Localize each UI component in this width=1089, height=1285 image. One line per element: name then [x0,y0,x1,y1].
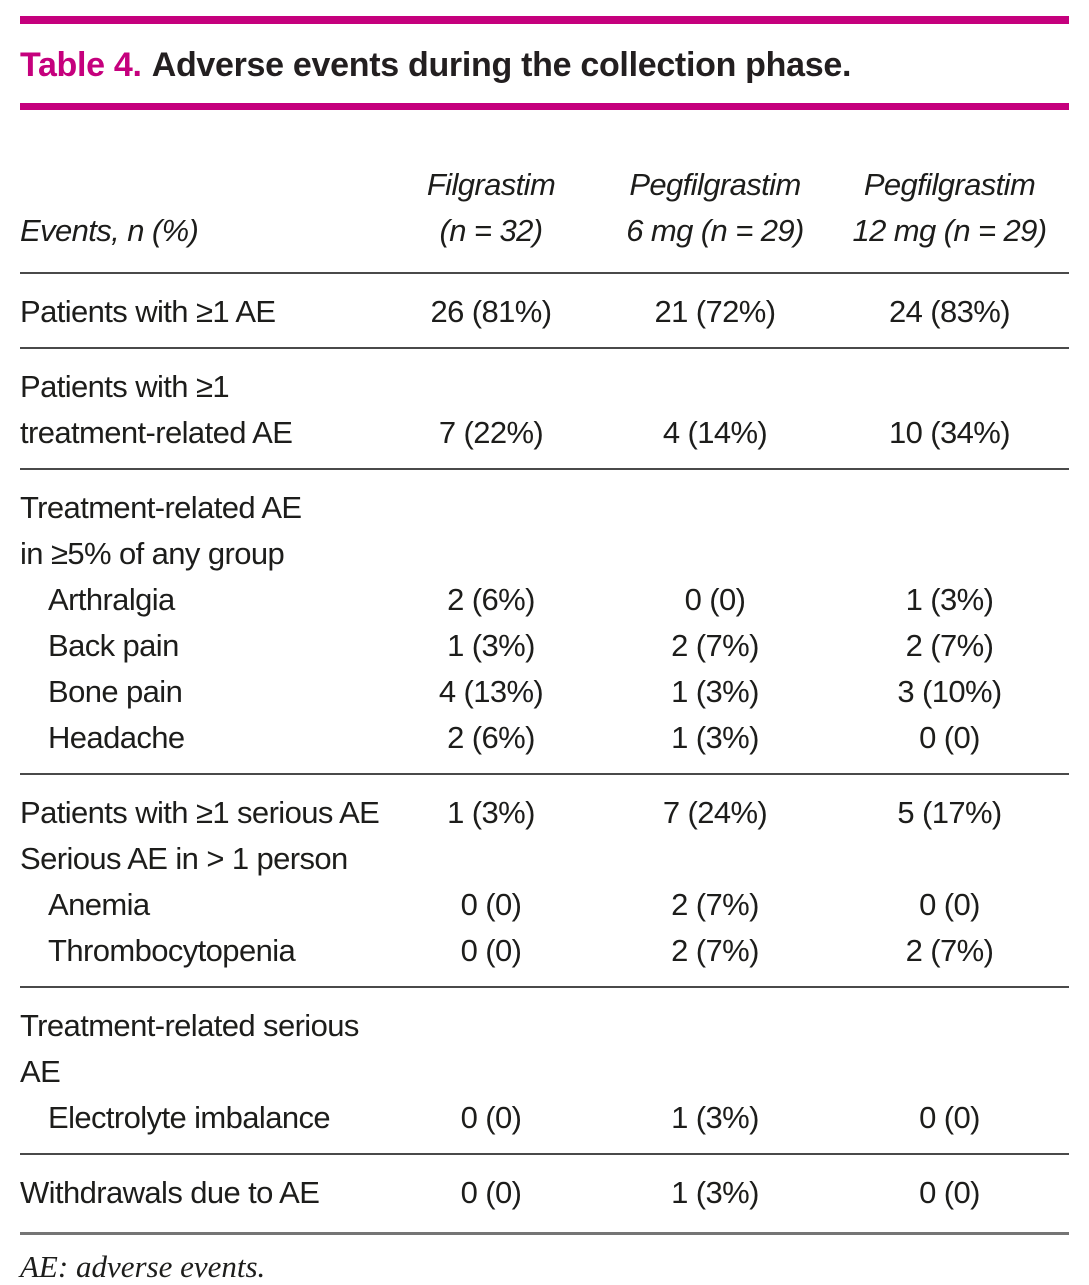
table-row [20,928,1069,974]
adverse-events-table [20,162,1069,1232]
row-value: 0 (0) [919,1175,980,1210]
row-label-line: Electrolyte imbalance [48,1100,331,1135]
row-label [20,1095,382,1141]
row-value: 1 (3%) [671,720,759,755]
title-bottom-accent-rule [20,103,1069,110]
table-body [20,274,1069,1232]
table-row [20,790,1069,836]
table-title-text: Adverse events during the collection phase. [151,46,852,84]
column-header [600,162,830,254]
row-label [20,669,382,715]
row-value: 0 (0) [684,582,746,617]
row-label [20,289,382,335]
row-value: 4 (14%) [662,415,768,450]
row-label [20,623,382,669]
row-value: 0 (0) [460,1175,522,1210]
row-value: 2 (7%) [671,628,759,663]
row-value: 2 (7%) [671,933,759,968]
row-label-line: Withdrawals due to AE [20,1175,320,1210]
row-label-line: Patients with ≥1 serious AE [20,795,380,830]
table-row [20,882,1069,928]
table-row [20,669,1069,715]
row-label-line: Arthralgia [48,582,175,617]
row-label-line: Thrombocytopenia [48,933,296,968]
row-label [20,882,382,928]
table-row [20,1170,1069,1216]
row-value: 5 (17%) [897,795,1002,830]
table-header [20,162,1069,274]
row-label [20,790,382,836]
column-header-line: Pegfilgrastim [863,167,1036,202]
row-label-line: Treatment-related AE [20,490,302,525]
row-value: 1 (3%) [671,674,759,709]
row-value: 2 (7%) [905,628,994,663]
table-section [20,470,1069,775]
row-value: 4 (13%) [438,674,544,709]
row-value: 0 (0) [919,1100,980,1135]
table-row [20,289,1069,335]
table-footnote: AE: adverse events. [20,1249,266,1284]
row-value: 3 (10%) [897,674,1002,709]
row-value: 0 (0) [460,887,522,922]
column-header-line: (n = 32) [439,213,543,248]
top-accent-rule [20,16,1069,24]
row-label-line: Patients with ≥1 AE [20,294,276,329]
table-row [20,1095,1069,1141]
row-label [20,1170,382,1216]
row-value: 1 (3%) [671,1100,759,1135]
row-value: 2 (6%) [447,720,535,755]
table-row [20,623,1069,669]
row-value: 0 (0) [919,720,980,755]
row-label-line: Headache [48,720,185,755]
column-header-line: Pegfilgrastim [629,167,801,202]
row-label-line: in ≥5% of any group [20,536,285,571]
row-value: 1 (3%) [671,1175,759,1210]
row-label [20,364,382,456]
table-section [20,349,1069,470]
table-header-row [20,162,1069,254]
row-label-line: Treatment-related serious AE [20,1008,359,1089]
table-section [20,775,1069,988]
table-section [20,274,1069,349]
column-header [20,208,382,254]
row-value: 7 (22%) [438,415,544,450]
row-label [20,485,382,577]
table-row [20,364,1069,456]
row-label [20,577,382,623]
row-value: 2 (6%) [447,582,535,617]
column-header-line: 6 mg (n = 29) [626,213,804,248]
row-label [20,715,382,761]
column-header [830,162,1069,254]
row-value: 1 (3%) [447,628,535,663]
row-label-line: Serious AE in > 1 person [20,841,348,876]
column-header-line: Events, n (%) [20,213,199,248]
table-row [20,485,1069,577]
row-value: 0 (0) [919,887,980,922]
row-label-line: Bone pain [48,674,183,709]
table-title [20,46,1069,85]
row-value: 2 (7%) [671,887,759,922]
table-row [20,577,1069,623]
row-label-line: Anemia [48,887,150,922]
row-value: 2 (7%) [905,933,994,968]
row-label-line: Patients with ≥1 [20,369,230,404]
column-header-line: 12 mg (n = 29) [852,213,1047,248]
table-section [20,988,1069,1155]
column-header-line: Filgrastim [426,167,556,202]
table-row [20,836,1069,882]
row-value: 26 (81%) [430,294,552,329]
row-value: 0 (0) [460,1100,522,1135]
row-value: 7 (24%) [662,795,768,830]
row-label [20,928,382,974]
table-row [20,1003,1069,1095]
table-row [20,715,1069,761]
table-title-number: Table 4. [20,46,142,84]
row-value: 10 (34%) [889,415,1010,450]
row-value: 0 (0) [460,933,522,968]
row-value: 21 (72%) [654,294,776,329]
row-label [20,1003,382,1095]
row-value: 1 (3%) [447,795,535,830]
column-header [382,162,600,254]
row-label [20,836,382,882]
row-value: 24 (83%) [889,294,1010,329]
row-value: 1 (3%) [905,582,994,617]
table-bottom-rule [20,1232,1069,1235]
row-label-line: Back pain [48,628,179,663]
row-label-line: treatment-related AE [20,415,293,450]
table-section [20,1155,1069,1232]
